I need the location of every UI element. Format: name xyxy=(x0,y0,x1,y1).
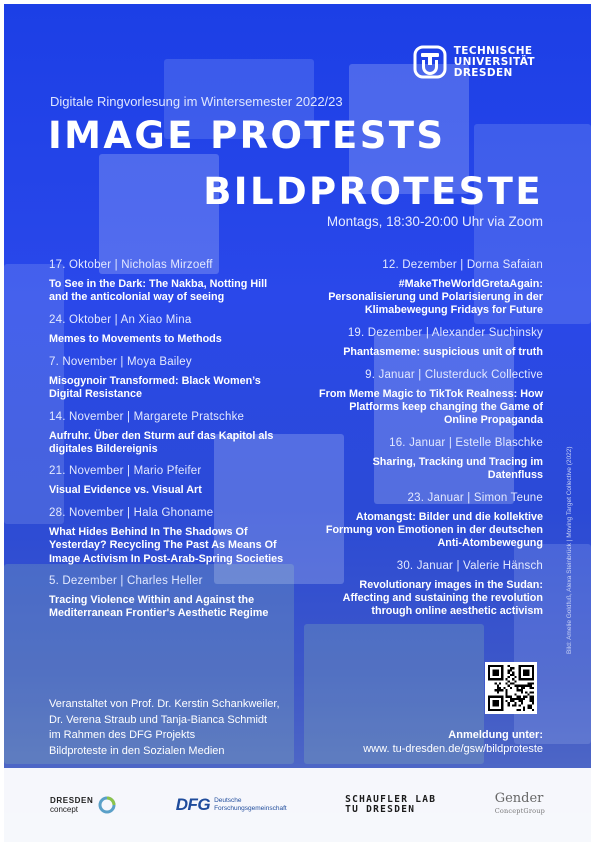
dfg-line-2: Forschungsgemeinschaft xyxy=(214,805,287,812)
lecture-item xyxy=(49,355,289,401)
dresden-concept-logo xyxy=(50,795,117,815)
organizer-line: Bildproteste in den Sozialen Medien xyxy=(49,744,225,757)
lecture-item xyxy=(318,258,543,318)
lecture-item xyxy=(49,574,289,620)
lecture-date-speaker: 23. Januar | Simon Teune xyxy=(407,491,543,504)
lecture-title: #MakeTheWorldGretaAgain: Personalisierung und Polarisierung in der Klimabewegung Fridays for Future xyxy=(328,278,543,317)
logo-line-1: TECHNISCHE xyxy=(453,44,533,57)
lecture-item xyxy=(49,313,289,346)
title-german: BILDPROTESTE xyxy=(203,170,543,213)
lecture-item xyxy=(318,368,543,428)
lecture-item xyxy=(49,410,289,456)
lecture-date-speaker: 14. November | Margarete Pratschke xyxy=(49,410,245,423)
gender-line-2: ConceptGroup xyxy=(494,807,545,815)
title-english: IMAGE PROTESTS xyxy=(48,114,446,157)
lecture-item xyxy=(318,559,543,619)
lecture-date-speaker: 21. November | Mario Pfeifer xyxy=(49,465,202,478)
lecture-date-speaker: 24. Oktober | An Xiao Mina xyxy=(49,313,192,326)
dresden-concept-ring-icon xyxy=(97,795,117,815)
tu-dresden-wordmark xyxy=(454,46,535,79)
lecture-date-speaker: 7. November | Moya Bailey xyxy=(49,355,192,368)
lecture-date-speaker: 19. Dezember | Alexander Suchinsky xyxy=(347,327,543,340)
schaufler-line-1: SCHAUFLER LAB xyxy=(345,794,437,805)
lecture-date-speaker: 12. Dezember | Dorna Safaian xyxy=(382,259,543,271)
schedule-info: Montags, 18:30-20:00 Uhr via Zoom xyxy=(326,214,543,229)
schaufler-line-2: TU DRESDEN xyxy=(345,804,416,815)
lecture-date-speaker: 28. November | Hala Ghoname xyxy=(49,507,214,520)
lecture-list-left xyxy=(49,258,289,629)
dfg-mark: DFG xyxy=(175,795,211,814)
lecture-title: Tracing Violence Within and Against the Mediterranean Frontier's Aesthetic Regime xyxy=(49,594,269,620)
logo-line-3: DRESDEN xyxy=(453,66,513,79)
logo-line-2: UNIVERSITÄT xyxy=(453,55,535,68)
registration-qr-code[interactable] xyxy=(485,662,537,714)
lecture-title: What Hides Behind In The Shadows Of Yesterday? Recycling The Past As Means Of Image Activism In Post-Arab-Spring Societies xyxy=(49,526,284,565)
qr-code-icon xyxy=(488,665,534,711)
lecture-item xyxy=(318,491,543,551)
lecture-title: Misogynoir Transformed: Black Women’s Digital Resistance xyxy=(49,374,261,400)
organizer-line: Veranstaltet von Prof. Dr. Kerstin Schankweiler, xyxy=(49,698,280,710)
lecture-date-speaker: 16. Januar | Estelle Blaschke xyxy=(389,436,543,449)
lecture-title: Atomangst: Bilder und die kollektive Formung von Emotionen in der deutschen Anti-Atombewegung xyxy=(325,510,543,550)
registration-link[interactable]: www. tu-dresden.de/gsw/bildproteste xyxy=(363,743,543,755)
lecture-item xyxy=(49,464,289,497)
lecture-list-right xyxy=(318,258,543,627)
dfg-wordmark xyxy=(214,797,287,813)
lecture-date-speaker: 30. Januar | Valerie Hänsch xyxy=(396,559,543,572)
gender-line-1: Gender xyxy=(494,791,544,806)
lecture-date-speaker: 17. Oktober | Nicholas Mirzoeff xyxy=(49,259,213,271)
organizer-info xyxy=(49,697,299,759)
dresden-concept-wordmark xyxy=(50,796,93,814)
tu-dresden-emblem-icon xyxy=(412,44,448,80)
dresden-concept-line-2: concept xyxy=(50,805,79,814)
dfg-logo xyxy=(176,795,287,815)
tu-dresden-logo xyxy=(412,44,535,80)
lecture-date-speaker: 9. Januar | Clusterduck Collective xyxy=(365,368,543,381)
series-kicker: Digitale Ringvorlesung im Wintersemester 2022/23 xyxy=(50,94,343,109)
schaufler-lab-logo xyxy=(345,795,436,815)
background-sign xyxy=(99,154,219,274)
registration-label: Anmeldung unter: xyxy=(448,729,543,741)
registration-block xyxy=(363,729,543,755)
lecture-item xyxy=(318,436,543,482)
lecture-title: Memes to Movements to Methods xyxy=(49,332,222,345)
lecture-title: Aufruhr. Über den Sturm auf das Kapitol als digitales Bildereignis xyxy=(49,429,274,455)
sponsor-footer xyxy=(4,768,591,842)
lecture-title: Sharing, Tracking und Tracing im Datenfluss xyxy=(372,455,543,482)
lecture-date-speaker: 5. Dezember | Charles Heller xyxy=(49,575,203,588)
lecture-title: From Meme Magic to TikTok Realness: How Platforms keep changing the Game of Online Propaganda xyxy=(319,387,543,427)
lecture-title: To See in the Dark: The Nakba, Notting Hill and the anticolonial way of seeing xyxy=(49,278,268,304)
lecture-title: Revolutionary images in the Sudan: Affecting and sustaining the revolution through online aesthetic activism xyxy=(342,578,543,618)
organizer-line: Dr. Verena Straub und Tanja-Bianca Schmidt xyxy=(49,713,268,726)
lecture-item xyxy=(318,326,543,359)
lecture-title: Phantasmeme: suspicious unit of truth xyxy=(343,346,543,359)
image-credit: Bild: Amelie Goldfuß, Alexa Steinbrück | Moving Target Collective (2022) xyxy=(566,446,573,654)
lecture-title: Visual Evidence vs. Visual Art xyxy=(49,484,202,497)
lecture-item xyxy=(49,506,289,566)
lecture-item xyxy=(49,258,289,304)
dresden-concept-line-1: DRESDEN xyxy=(50,796,94,805)
organizer-line: im Rahmen des DFG Projekts xyxy=(49,729,196,741)
dfg-line-1: Deutsche xyxy=(214,797,242,804)
gender-concept-group-logo xyxy=(495,793,545,817)
